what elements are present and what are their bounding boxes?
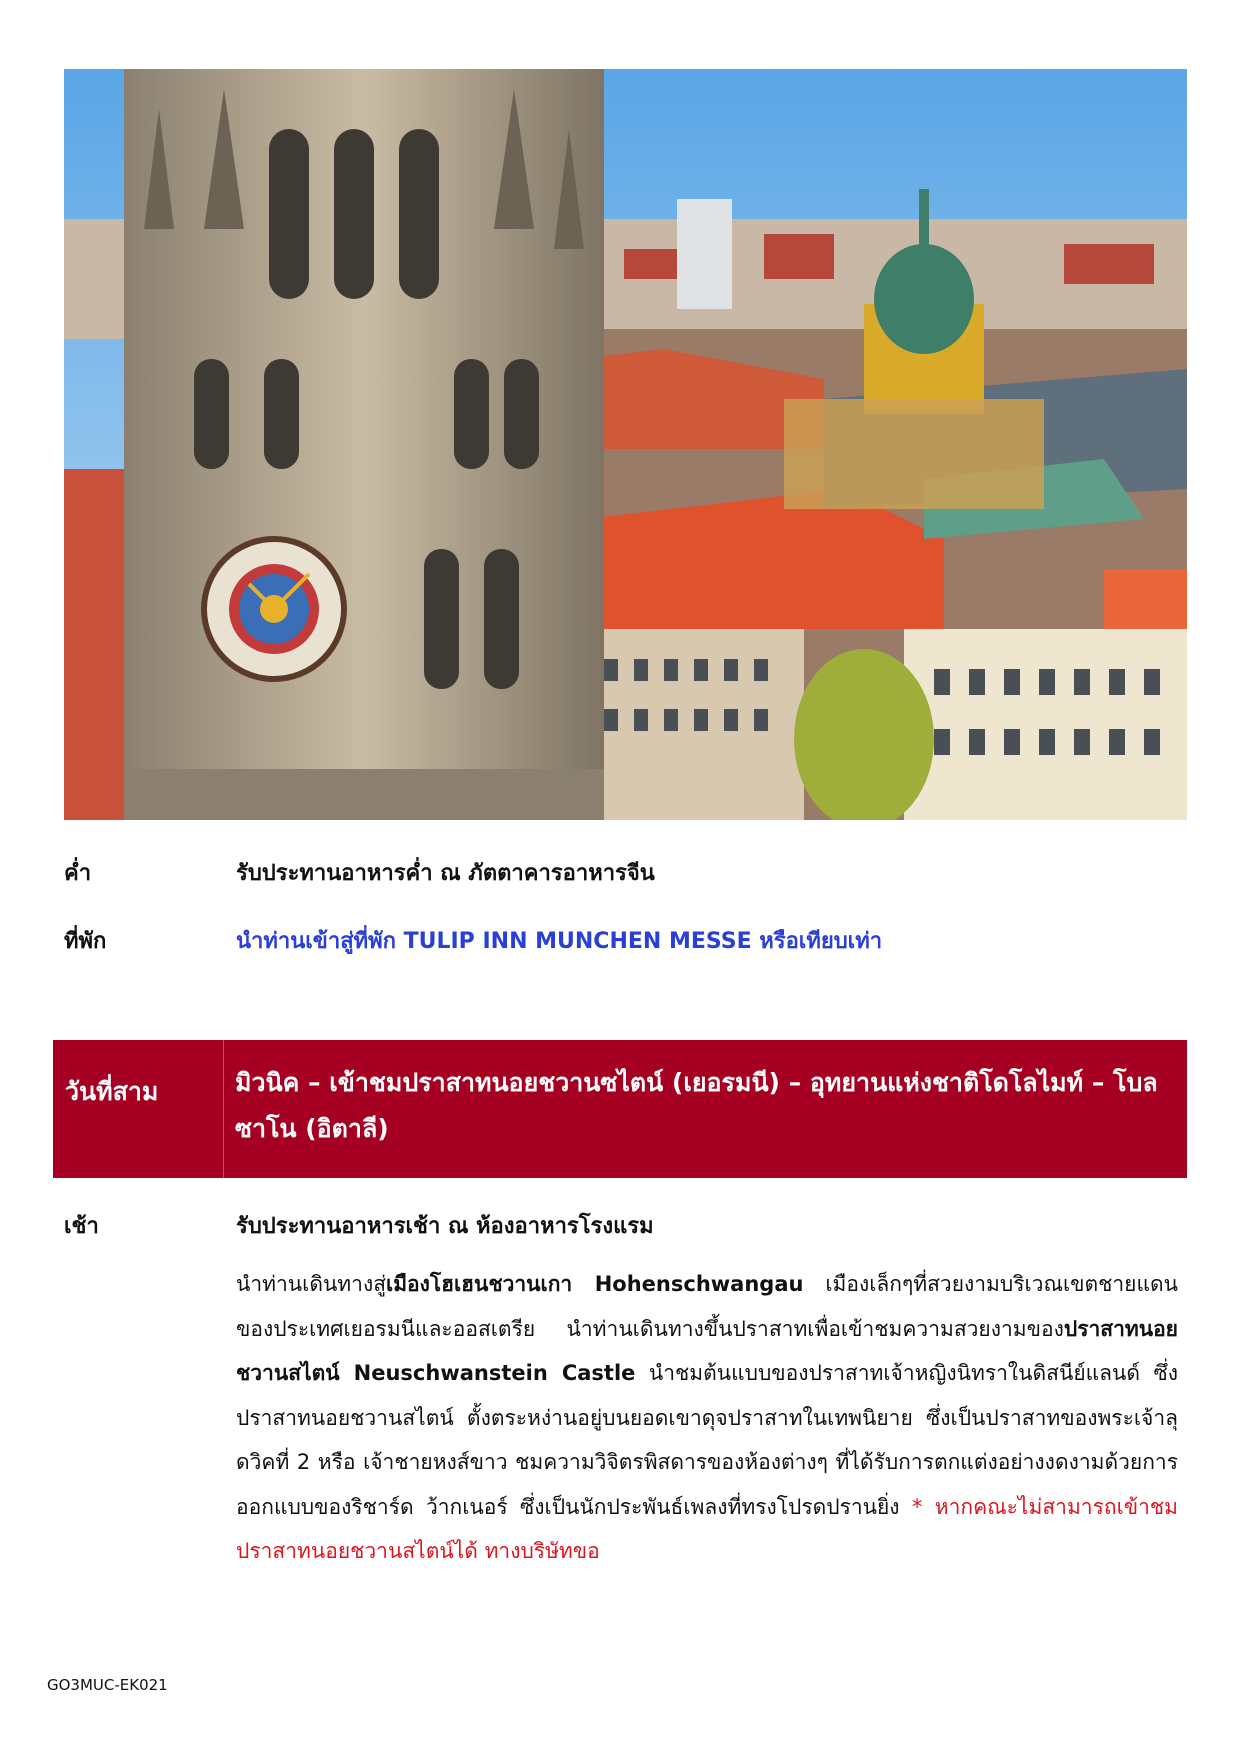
document-code: GO3MUC-EK021	[47, 1676, 168, 1694]
day-label: วันที่สาม	[65, 1077, 159, 1106]
paragraph-highlight-2: ปราสาทนอยชวานสไตน์ Neuschwanstein Castle	[236, 1316, 1178, 1385]
itinerary-paragraph	[236, 1262, 1178, 1574]
day-banner	[53, 1040, 1187, 1178]
munich-city-photo	[64, 69, 1187, 820]
breakfast-text: รับประทานอาหารเช้า ณ ห้องอาหารโรงแรม	[236, 1214, 654, 1239]
paragraph-text-1: นำท่านเดินทางสู่	[236, 1272, 387, 1296]
banner-divider	[223, 1040, 224, 1178]
day-title: มิวนิค – เข้าชมปราสาทนอยชวานซไตน์ (เยอรมนี) – อุทยานแห่งชาติโดโลไมท์ – โบลซาโน (อิตาลี)	[235, 1068, 1158, 1143]
dinner-label: ค่ำ	[64, 861, 92, 886]
breakfast-label: เช้า	[64, 1214, 99, 1239]
hotel-text: นำท่านเข้าสู่ที่พัก TULIP INN MUNCHEN MESSE หรือเทียบเท่า	[236, 929, 883, 954]
paragraph-warning: * หากคณะไม่สามารถเข้าชมปราสาทนอยชวานสไตน์ได้ ทางบริษัทขอ	[236, 1494, 1178, 1563]
paragraph-text-3: นำชมต้นแบบของปราสาทเจ้าหญิงนิทราในดิสนีย์แลนด์ ซึ่งปราสาทนอยชวานสไตน์ ตั้งตระหง่านอยู่บนยอดเขาดุจปราสาทในเทพนิยาย ซึ่งเป็นปราสาทของพระเจ้าลุดวิคที่ 2 หรือ เจ้าชายหงส์ขาว ชมความวิจิตรพิสดารของห้องต่างๆ ที่ได้รับการตกแต่งอย่างงดงามด้วยการออกแบบของริชาร์ด ว้ากเนอร์ ซึ่งเป็นนักประพันธ์เพลงที่ทรงโปรดปรานยิ่ง	[236, 1361, 1178, 1519]
paragraph-text-2: เมืองเล็กๆที่สวยงามบริเวณเขตชายแดนของประเทศเยอรมนีและออสเตรีย นำท่านเดินทางขึ้นปราสาทเพื่อเข้าชมความสวยงามของ	[236, 1272, 1178, 1341]
city-illustration	[64, 69, 1187, 820]
paragraph-highlight-1: เมืองโฮเฮนชวานเกา Hohenschwangau	[386, 1272, 804, 1296]
hotel-label: ที่พัก	[64, 929, 107, 954]
dinner-text: รับประทานอาหารค่ำ ณ ภัตตาคารอาหารจีน	[236, 861, 655, 886]
